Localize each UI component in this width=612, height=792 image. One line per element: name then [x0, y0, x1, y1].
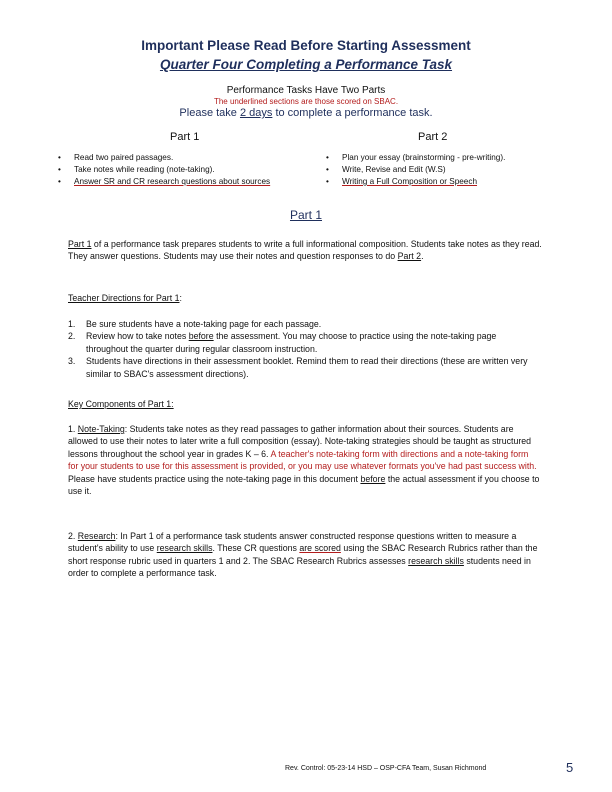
part2-list [326, 152, 505, 188]
item-underlined: before [188, 331, 214, 342]
research-text: students need in order to complete a performance task. [68, 555, 531, 579]
research-text: : In Part 1 of a performance task students answer constructed response questions written to measure a student's ability to use [68, 531, 517, 554]
tasks-heading: Performance Tasks Have Two Parts [226, 85, 386, 96]
notetaking-text: : Students take notes as they read passages to gather information about their sources. Students are allowed to use their notes to later write a full composition (essay). Note-taking strategies should be taught as structured lessons throughout the school year in grades K – 6. [68, 424, 532, 459]
list-item: • Read two paired passages. [58, 152, 270, 164]
item-text: Review how to take notes [86, 331, 189, 342]
intro-end: Part 2 [397, 251, 422, 262]
revision-control: Rev. Control: 05-23-14 HSD – OSP-CFA Team, Susan Richmond [285, 765, 487, 772]
list-item: • Take notes while reading (note-taking). [58, 164, 270, 176]
intro-paragraph [68, 238, 552, 263]
list-item: • Plan your essay (brainstorming - pre-writing). [326, 152, 505, 164]
list-item [68, 355, 538, 380]
research-item [68, 530, 540, 580]
take-days-line [0, 107, 612, 119]
research-scored: are scored [299, 543, 341, 554]
section-heading: Part 1 [289, 208, 322, 222]
intro-period: . [421, 251, 424, 262]
notetaking-red-note: A teacher's note-taking form with directions and a note-taking form for your students to use for this assessment is provided, or you may use whatever formats you've had past success with. [68, 448, 537, 472]
intro-text: of a performance task prepares students to write a full informational composition. Students take notes as they read. They answer questions. Students may use their notes and question responses to do [68, 239, 542, 262]
research-skills: research skills [156, 543, 213, 554]
take-prefix: Please take [179, 107, 240, 119]
notetaking-label: Note-Taking [77, 424, 125, 434]
list-item: • Answer SR and CR research questions about sources [58, 176, 270, 188]
item-number: 2. [68, 531, 76, 541]
notetaking-before: before [360, 473, 386, 484]
item-number: 1. [68, 319, 76, 329]
page-subtitle: Quarter Four Completing a Performance Task [159, 57, 453, 72]
research-text: using the SBAC Research Rubrics rather than the short response rubric used in quarters 1 and 2. The SBAC Research Rubrics assesses [68, 543, 538, 566]
research-skills: research skills [408, 555, 464, 566]
teacher-directions-heading [68, 292, 182, 304]
item-text: Be sure students have a note-taking page for each passage. [86, 319, 322, 329]
item-text: the assessment. You may choose to practice using the note-taking page throughout the quarter during regular classroom instruction. [86, 331, 497, 354]
intro-lead: Part 1 [68, 239, 92, 249]
item-number: 2. [68, 331, 76, 342]
key-components-heading: Key Components of Part 1: [68, 399, 174, 409]
page-number: 5 [566, 760, 574, 775]
list-item [68, 318, 538, 330]
take-days: 2 days [239, 107, 273, 119]
take-suffix: to complete a performance task. [272, 107, 433, 119]
part2-column-heading: Part 2 [418, 131, 448, 143]
teacher-heading-b: Part 1 [156, 293, 180, 303]
teacher-heading-a: Teacher Directions for [68, 293, 157, 303]
page-title: Important Please Read Before Starting Assessment [141, 38, 471, 53]
scored-note: The underlined sections are those scored on SBAC. [213, 97, 399, 106]
notetaking-text: Please have students practice using the note-taking page in this document [68, 473, 361, 484]
list-item [68, 330, 538, 355]
list-item: • Write, Revise and Edit (W.S) [326, 164, 505, 176]
research-label: Research [77, 531, 116, 541]
part1-column-heading: Part 1 [170, 131, 200, 143]
notetaking-text: the actual assessment if you choose to use it. [68, 473, 540, 497]
item-text: Students have directions in their assessment booklet. Remind them to read their directions (these are written very similar to SBAC's assessment directions). [86, 356, 528, 379]
directions-list [68, 318, 538, 380]
part1-list [58, 152, 270, 188]
item-number: 1. [68, 424, 76, 434]
list-item: • Writing a Full Composition or Speech [326, 176, 505, 188]
notetaking-item [68, 423, 540, 497]
research-text: . These CR questions [212, 543, 300, 554]
item-number: 3. [68, 356, 76, 367]
teacher-heading-c: : [179, 293, 182, 303]
